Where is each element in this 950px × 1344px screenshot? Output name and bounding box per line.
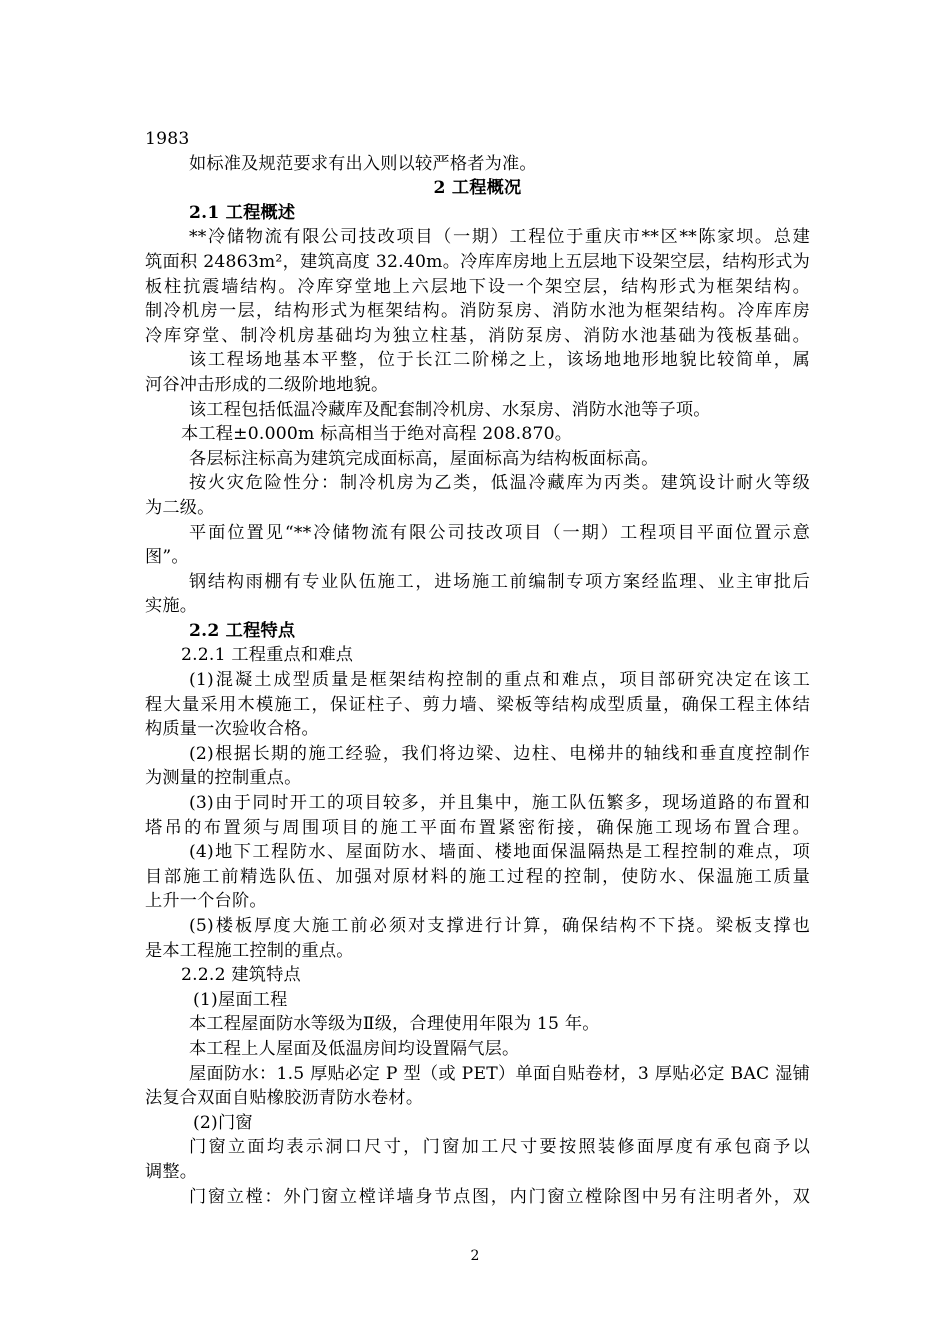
text-line: 是本工程施工控制的重点。	[145, 940, 354, 961]
text-line: 按火灾危险性分：制冷机房为乙类，低温冷藏库为丙类。建筑设计耐火等级	[189, 473, 810, 494]
text-line: 如标准及规范要求有出入则以较严格者为准。	[189, 153, 537, 174]
text-line: 各层标注标高为建筑完成面标高，屋面标高为结构板面标高。	[189, 448, 659, 469]
text-line: 门窗立樘：外门窗立樘详墙身节点图，内门窗立樘除图中另有注明者外，双	[189, 1186, 810, 1207]
text-line: 冷库穿堂、制冷机房基础均为独立柱基，消防泵房、消防水池基础为筏板基础。	[145, 325, 810, 346]
text-line: 目部施工前精选队伍、加强对原材料的施工过程的控制，使防水、保温施工质量	[145, 866, 810, 887]
text-line: 钢结构雨棚有专业队伍施工，进场施工前编制专项方案经监理、业主审批后	[189, 571, 810, 592]
text-line: 门窗立面均表示洞口尺寸，门窗加工尺寸要按照装修面厚度有承包商予以	[189, 1137, 810, 1158]
text-line: 2.1 工程概述	[189, 202, 296, 223]
text-line: 2.2 工程特点	[189, 620, 296, 641]
text-line: 屋面防水：1.5 厚贴必定 P 型（或 PET）单面自贴卷材，3 厚贴必定 BAC 湿铺	[189, 1063, 810, 1084]
text-line: 1983	[145, 129, 190, 149]
text-line: 板柱抗震墙结构。冷库穿堂地上六层地下设一个架空层，结构形式为框架结构。	[145, 276, 810, 297]
text-line: 本工程上人屋面及低温房间均设置隔气层。	[189, 1038, 520, 1059]
text-line: (4)地下工程防水、屋面防水、墙面、楼地面保温隔热是工程控制的难点，项	[189, 842, 810, 863]
text-line: 本工程屋面防水等级为Ⅱ级，合理使用年限为 15 年。	[189, 1014, 600, 1035]
text-line: 塔吊的布置须与周围项目的施工平面布置紧密衔接，确保施工现场布置合理。	[145, 817, 810, 838]
text-line: 实施。	[145, 596, 198, 617]
text-line: (2)根据长期的施工经验，我们将边梁、边柱、电梯井的轴线和垂直度控制作	[189, 743, 810, 764]
text-line: 图”。	[145, 547, 189, 568]
text-line: **冷储物流有限公司技改项目（一期）工程位于重庆市**区**陈家坝。总建	[189, 227, 810, 248]
text-line: 该工程场地基本平整，位于长江二阶梯之上，该场地地形地貌比较简单，属	[189, 350, 810, 371]
text-line: 本工程±0.000m 标高相当于绝对高程 208.870。	[181, 424, 573, 445]
text-line: 上升一个台阶。	[145, 891, 267, 912]
text-line: 2.2.2 建筑特点	[181, 965, 301, 986]
text-line: (1)屋面工程	[193, 989, 288, 1010]
text-line: 程大量采用木模施工，保证柱子、剪力墙、梁板等结构成型质量，确保工程主体结	[145, 694, 810, 715]
text-line: 制冷机房一层，结构形式为框架结构。消防泵房、消防水池为框架结构。冷库库房	[145, 301, 810, 322]
text-line: (5)楼板厚度大施工前必须对支撑进行计算，确保结构不下挠。梁板支撑也	[189, 916, 810, 936]
text-line: (3)由于同时开工的项目较多，并且集中，施工队伍繁多，现场道路的布置和	[189, 793, 810, 814]
text-line: 该工程包括低温冷藏库及配套制冷机房、水泵房、消防水池等子项。	[189, 399, 711, 420]
text-line: 筑面积 24863m²，建筑高度 32.40m。冷库库房地上五层地下设架空层，结构形式为	[145, 251, 810, 272]
text-line: 2 工程概况	[433, 178, 522, 199]
text-line: 2.2.1 工程重点和难点	[181, 645, 354, 666]
text-line: 构质量一次验收合格。	[145, 719, 319, 740]
page-number: 2	[470, 1248, 480, 1264]
text-line: 调整。	[145, 1161, 198, 1182]
text-line: 河谷冲击形成的二级阶地地貌。	[145, 374, 389, 395]
text-line: 法复合双面自贴橡胶沥青防水卷材。	[145, 1088, 424, 1109]
text-line: 平面位置见“**冷储物流有限公司技改项目（一期）工程项目平面位置示意	[189, 522, 810, 543]
text-line: (1)混凝土成型质量是框架结构控制的重点和难点，项目部研究决定在该工	[189, 670, 810, 691]
text-line: (2)门窗	[193, 1112, 253, 1133]
text-line: 为二级。	[145, 497, 215, 518]
document-body	[145, 127, 810, 1209]
text-line: 为测量的控制重点。	[145, 768, 302, 789]
